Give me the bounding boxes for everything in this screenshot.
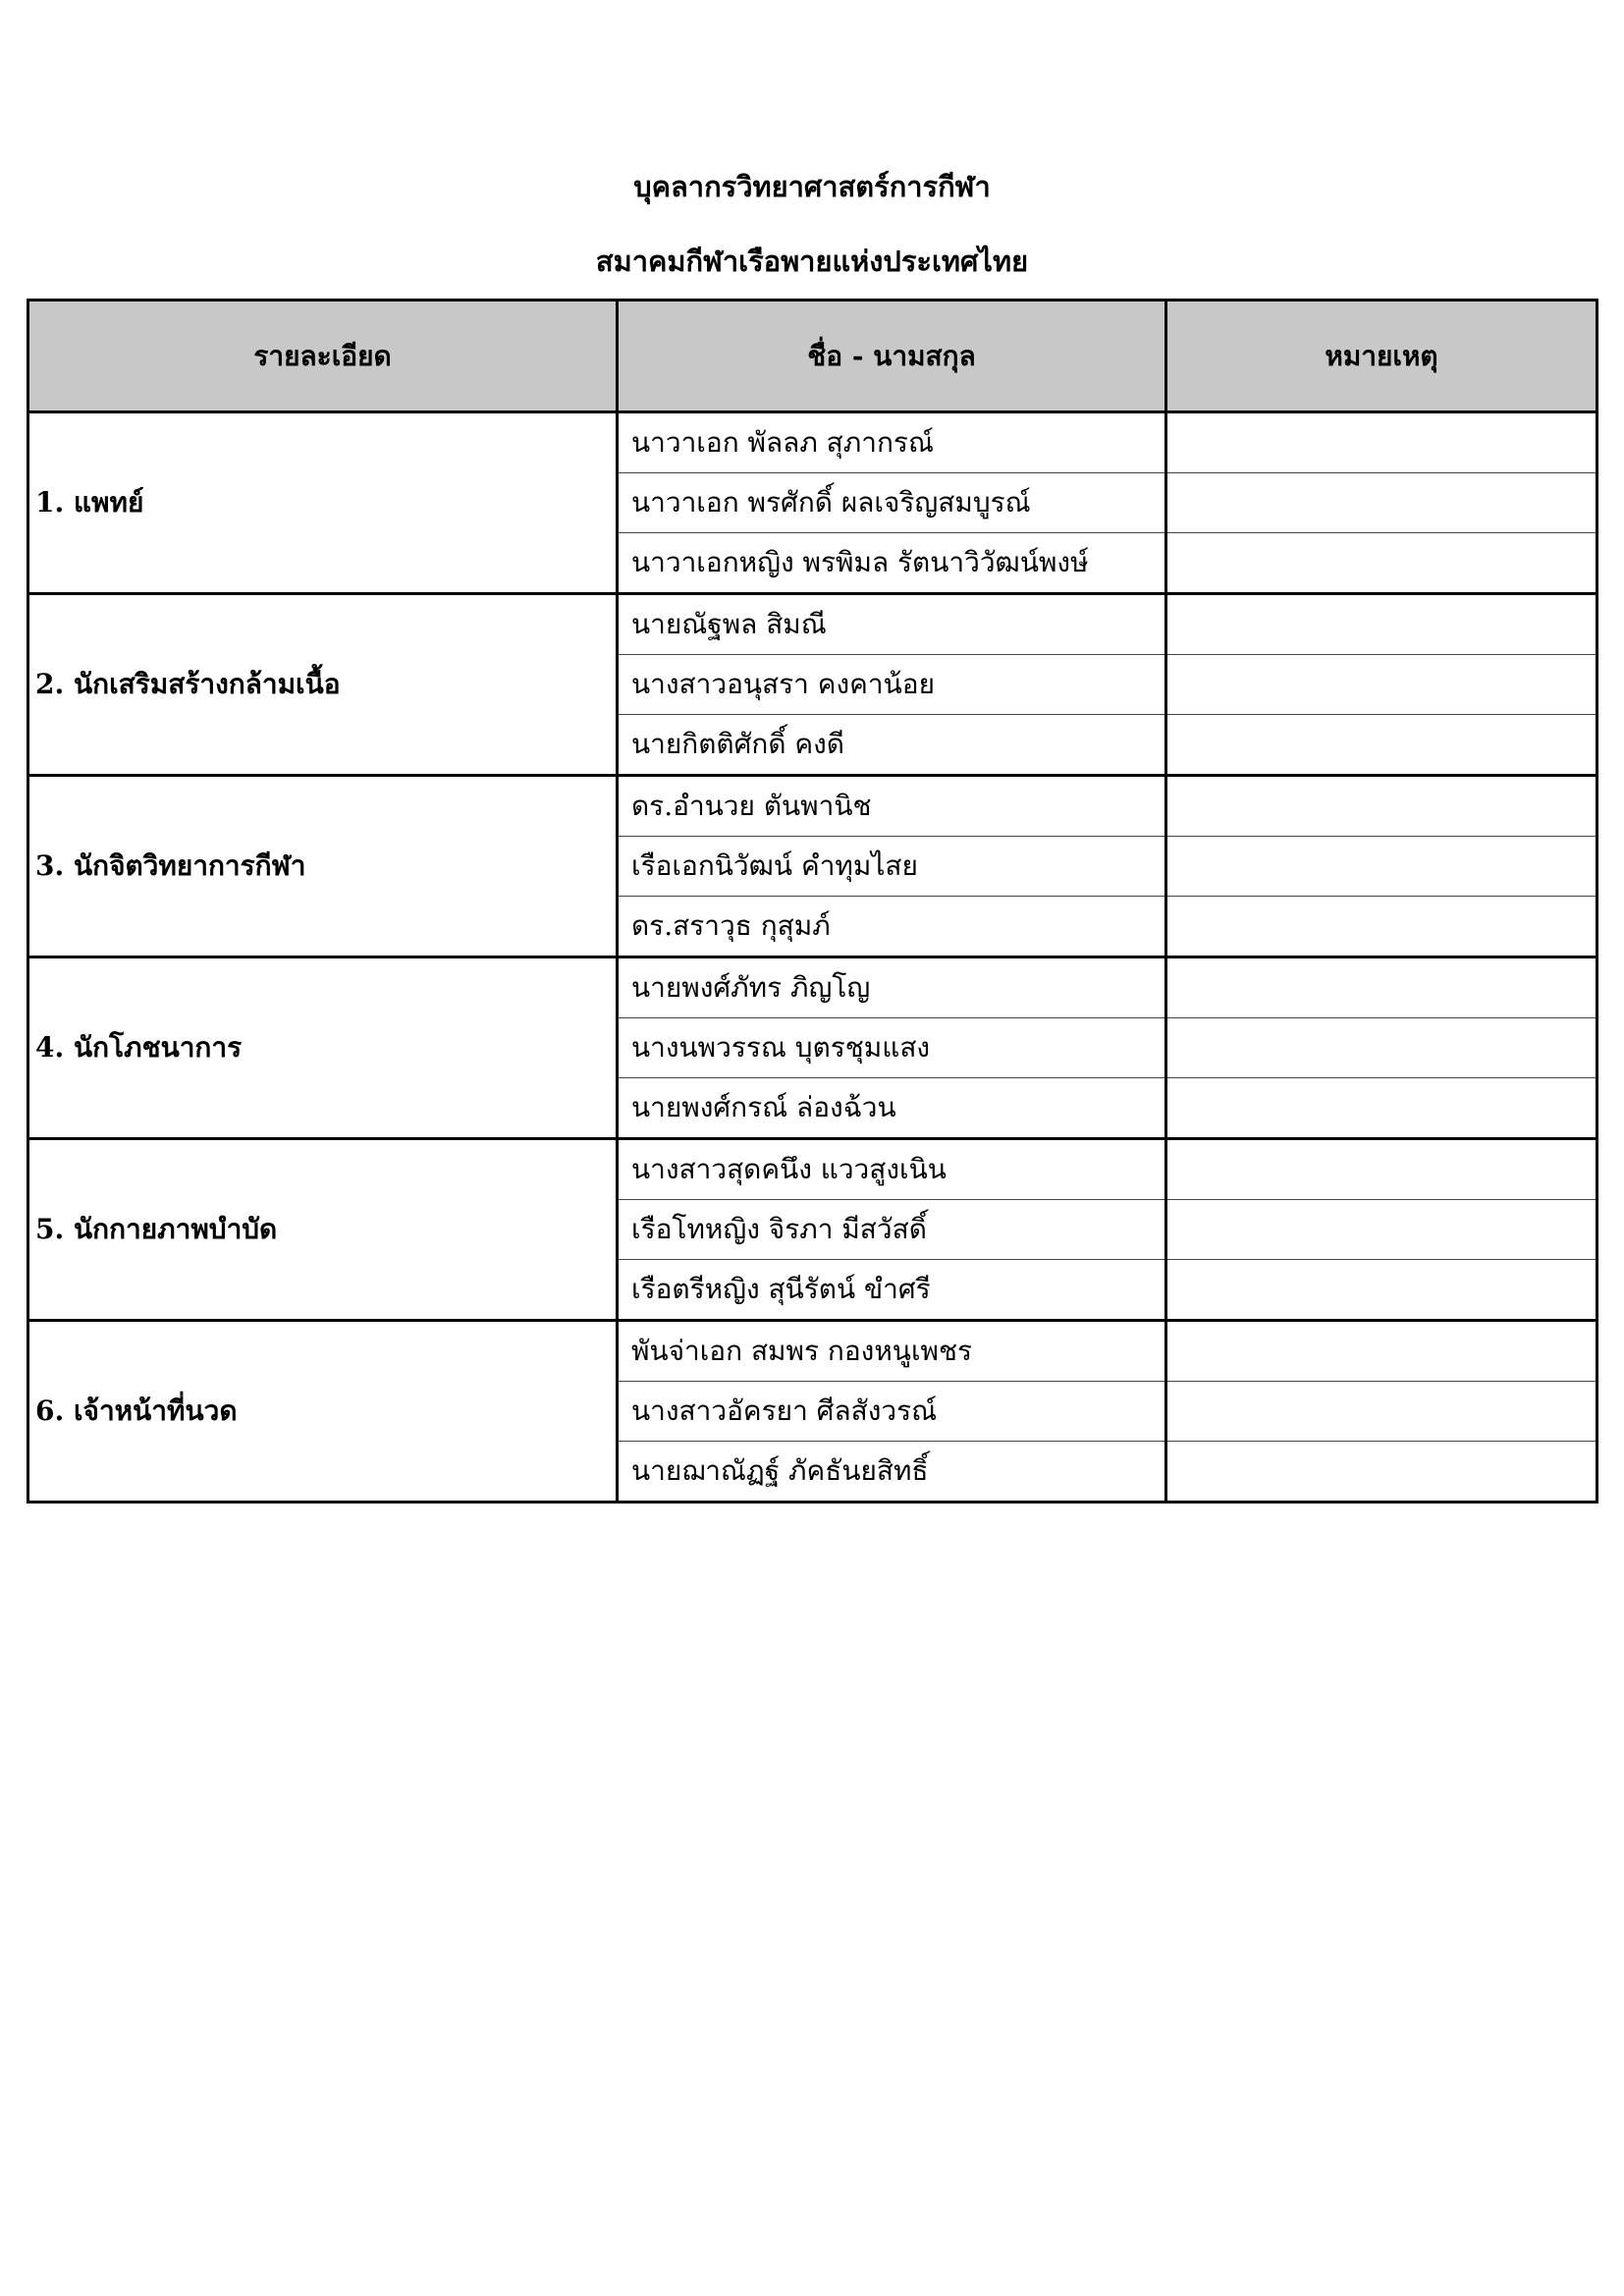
remarks-cell bbox=[1166, 655, 1597, 715]
member-name-cell: นายณัฐพล สิมณี bbox=[618, 594, 1166, 655]
remarks-cell bbox=[1166, 715, 1597, 776]
remarks-cell bbox=[1166, 594, 1597, 655]
remarks-cell bbox=[1166, 533, 1597, 594]
table-row bbox=[28, 957, 1597, 1018]
remarks-cell bbox=[1166, 1382, 1597, 1442]
document-title: บุคลากรวิทยาศาสตร์การกีฬา bbox=[633, 170, 991, 203]
category-cell: 6. เจ้าหน้าที่นวด bbox=[28, 1321, 618, 1503]
personnel-table bbox=[27, 299, 1598, 1503]
member-name-cell: นางสาวอนุสรา คงคาน้อย bbox=[618, 655, 1166, 715]
remarks-cell bbox=[1166, 776, 1597, 837]
member-name-cell: ดร.สราวุธ กุสุมภ์ bbox=[618, 897, 1166, 957]
remarks-cell bbox=[1166, 473, 1597, 533]
member-name-cell: เรือตรีหญิง สุนีรัตน์ ขำศรี bbox=[618, 1260, 1166, 1321]
remarks-cell bbox=[1166, 1018, 1597, 1078]
category-cell: 4. นักโภชนาการ bbox=[28, 957, 618, 1139]
remarks-cell bbox=[1166, 1321, 1597, 1382]
member-name-cell: นางนพวรรณ บุตรชุมแสง bbox=[618, 1018, 1166, 1078]
member-name-cell: เรือโทหญิง จิรภา มีสวัสดิ์ bbox=[618, 1200, 1166, 1260]
remarks-cell bbox=[1166, 1078, 1597, 1139]
remarks-cell bbox=[1166, 837, 1597, 897]
category-cell: 5. นักกายภาพบำบัด bbox=[28, 1139, 618, 1321]
remarks-cell bbox=[1166, 957, 1597, 1018]
table-row bbox=[28, 1321, 1597, 1382]
category-cell: 1. แพทย์ bbox=[28, 412, 618, 594]
table-row bbox=[28, 412, 1597, 473]
category-cell: 2. นักเสริมสร้างกล้ามเนื้อ bbox=[28, 594, 618, 776]
table-row bbox=[28, 594, 1597, 655]
member-name-cell: นางสาวอัครยา ศีลสังวรณ์ bbox=[618, 1382, 1166, 1442]
member-name-cell: นายกิตติศักดิ์ คงดี bbox=[618, 715, 1166, 776]
header-remarks: หมายเหตุ bbox=[1166, 301, 1597, 412]
header-details: รายละเอียด bbox=[28, 301, 618, 412]
member-name-cell: นาวาเอกหญิง พรพิมล รัตนาวิวัฒน์พงษ์ bbox=[618, 533, 1166, 594]
member-name-cell: พันจ่าเอก สมพร กองหนูเพชร bbox=[618, 1321, 1166, 1382]
member-name-cell: นายฌาณัฏฐ์ ภัคธันยสิทธิ์ bbox=[618, 1442, 1166, 1503]
remarks-cell bbox=[1166, 1442, 1597, 1503]
remarks-cell bbox=[1166, 897, 1597, 957]
member-name-cell: นาวาเอก พรศักดิ์ ผลเจริญสมบูรณ์ bbox=[618, 473, 1166, 533]
document-subtitle: สมาคมกีฬาเรือพายแห่งประเทศไทย bbox=[595, 245, 1029, 278]
member-name-cell: ดร.อำนวย ตันพานิช bbox=[618, 776, 1166, 837]
member-name-cell: เรือเอกนิวัฒน์ คำทุมไสย bbox=[618, 837, 1166, 897]
member-name-cell: นายพงศ์ภัทร ภิญโญ bbox=[618, 957, 1166, 1018]
remarks-cell bbox=[1166, 1260, 1597, 1321]
member-name-cell: นางสาวสุดคนึง แววสูงเนิน bbox=[618, 1139, 1166, 1200]
remarks-cell bbox=[1166, 412, 1597, 473]
remarks-cell bbox=[1166, 1200, 1597, 1260]
member-name-cell: นาวาเอก พัลลภ สุภากรณ์ bbox=[618, 412, 1166, 473]
table-header-row bbox=[28, 301, 1597, 412]
table-row bbox=[28, 776, 1597, 837]
member-name-cell: นายพงศ์กรณ์ ล่องฉ้วน bbox=[618, 1078, 1166, 1139]
table-body bbox=[28, 412, 1597, 1503]
header-name: ชื่อ - นามสกุล bbox=[618, 301, 1166, 412]
table-row bbox=[28, 1139, 1597, 1200]
category-cell: 3. นักจิตวิทยาการกีฬา bbox=[28, 776, 618, 957]
remarks-cell bbox=[1166, 1139, 1597, 1200]
